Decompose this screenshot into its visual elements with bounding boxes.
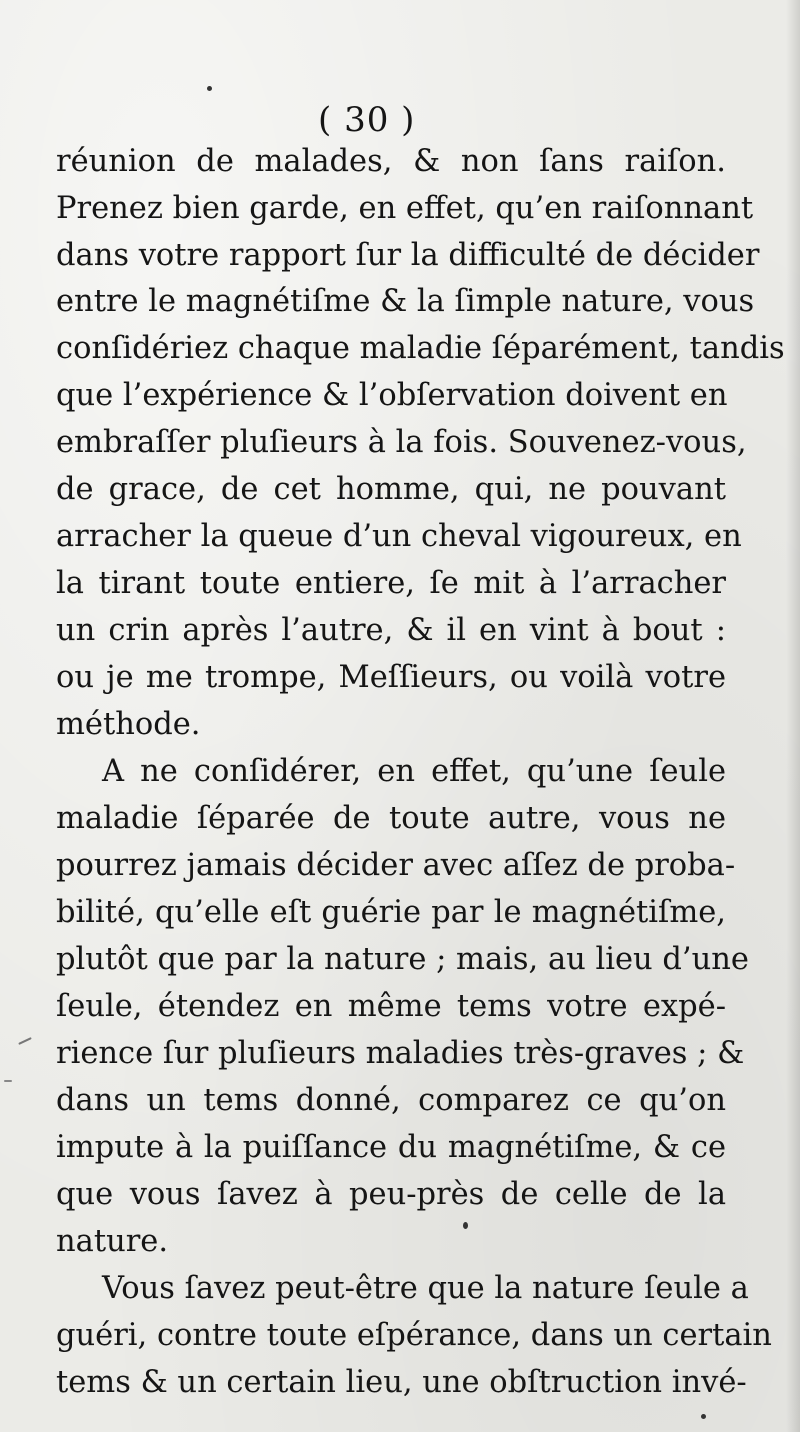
- page-number: ( 30 ): [318, 100, 416, 140]
- ink-speck: [463, 1222, 468, 1229]
- text-line: bilité, qu’elle eſt guérie par le magnétiſme,: [56, 895, 726, 930]
- text-line: impute à la puiſſance du magnétiſme, & ce: [56, 1130, 726, 1165]
- text-line: embraſſer pluſieurs à la fois. Souvenez-vous,: [56, 425, 747, 460]
- text-line: guéri, contre toute eſpérance, dans un certain: [56, 1318, 772, 1353]
- text-line: dans un tems donné, comparez ce qu’on: [56, 1083, 726, 1118]
- text-line: A ne conſidérer, en effet, qu’une ſeule: [102, 754, 726, 789]
- text-line: ou je me trompe, Meſſieurs, ou voilà votre: [56, 660, 726, 695]
- text-line: pourrez jamais décider avec aſſez de proba-: [56, 848, 736, 883]
- ink-mark: [4, 1080, 12, 1082]
- text-line: ſeule, étendez en même tems votre expé-: [56, 989, 726, 1024]
- text-line: que vous ſavez à peu-près de celle de la: [56, 1177, 726, 1212]
- ink-speck: [207, 86, 212, 91]
- text-line: plutôt que par la nature ; mais, au lieu d’une: [56, 942, 749, 977]
- text-line: la tirant toute entiere, ſe mit à l’arracher: [56, 566, 726, 601]
- text-line: réunion de malades, & non ſans raiſon.: [56, 144, 726, 179]
- ink-speck: [701, 1414, 706, 1419]
- text-line: que l’expérience & l’obſervation doivent en: [56, 378, 728, 413]
- text-line: maladie ſéparée de toute autre, vous ne: [56, 801, 726, 836]
- text-line: tems & un certain lieu, une obſtruction invé-: [56, 1365, 747, 1400]
- text-line: un crin après l’autre, & il en vint à bout :: [56, 613, 726, 648]
- text-line: entre le magnétiſme & la ſimple nature, vous: [56, 284, 755, 319]
- text-line: de grace, de cet homme, qui, ne pouvant: [56, 472, 726, 507]
- text-line: Prenez bien garde, en effet, qu’en raiſonnant: [56, 191, 754, 226]
- text-line: arracher la queue d’un cheval vigoureux, en: [56, 519, 742, 554]
- text-line: conſidériez chaque maladie ſéparément, tandis: [56, 331, 785, 366]
- text-line: dans votre rapport ſur la difficulté de décider: [56, 238, 760, 273]
- text-line: méthode.: [56, 707, 201, 742]
- text-line: nature.: [56, 1224, 169, 1259]
- text-line: rience ſur pluſieurs maladies très-graves ; &: [56, 1036, 745, 1071]
- text-line: Vous ſavez peut-être que la nature ſeule a: [102, 1271, 749, 1306]
